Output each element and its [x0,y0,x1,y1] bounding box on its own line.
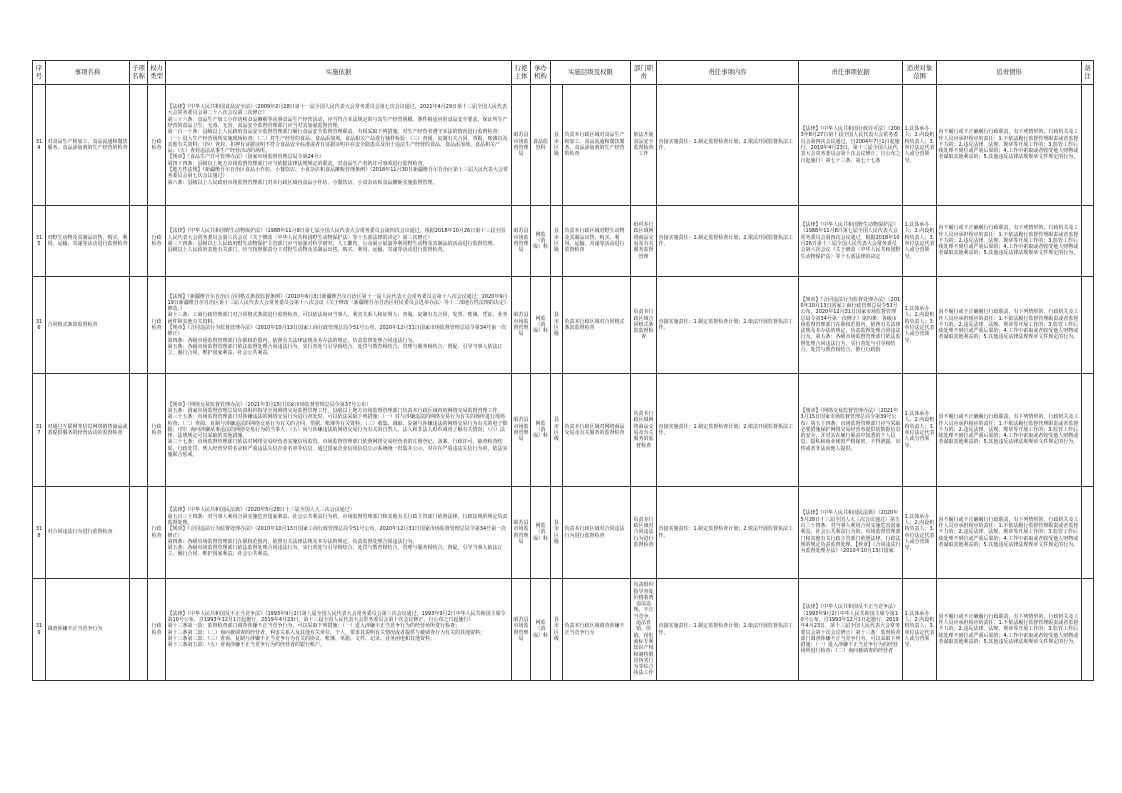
header-basis: 实施依据 [166,61,512,85]
cell-situation: 因不履行或不正确履行行政职责，有下列情形的，行政机关及工作人员应承担相应的责任：1.不依法履行监督管理职责或者监督不力的；2.违反法律、法规、规章等开展工作的；3.监管工作后续处理不到位或严重后果的；4.工作中索取或者收受他人财物或者谋取其他利益的；5.其他违反法律法规规章文件规定的行为。 [937,579,1082,681]
cell-target: 1.具体承办人；2.内设机构负责人；3.单位法定代表人或分管领导。 [903,487,937,579]
header-duty: 责任事项内容 [657,61,799,85]
cell-situation: 因不履行或不正确履行行政职责，有下列情形的，行政机关及工作人员应承担相应的责任：1.不依法履行监督管理职责或者监督不力的；2.违反法律、法规、规章等开展工作的；3.监管工作后续处理不到位或严重后果的；4.工作中索取或者收受他人财物或者谋取其他利益的；5.其他违反法律法规规章文件规定的行为。 [937,206,1082,277]
basis-paragraph: 第十三条第一款：监督检查部门调查涉嫌不正当竞争行为，可以采取下列措施：（一）进入涉嫌不正当竞争行为的经营场所进行检查； [167,623,461,630]
basis-paragraph: 【法规】《新疆维吾尔自治区合同格式条款监督条例》（2010年6月3日新疆维吾尔自治区第十一届人民代表大会常务委员会第十八次会议通过；2020年9月19日新疆维吾尔自治区第十三届人民代表大会常务委员会第十八次会议《关于修改〈新疆维吾尔自治区村民委员会选举办法〉等十二部地方性法规的决定》修改。） [167,293,509,313]
cell-situation: 因不履行或不正确履行行政职责，有下列情形的，行政机关及工作人员应承担相应的责任：1.不依法履行监督管理职责或者监督不力的；2.违反法律、法规、规章等开展工作的；3.监管工作后续处理不到位或严重后果的；4.工作中索取或者收受他人财物或者谋取其他利益的；5.其他违反法律法规规章文件规定的行为。 [937,374,1082,487]
basis-paragraph: 第五条：各级市场监督管理部门依法监督处理合同违法行为，实行查处与引导相结合、处罚与教育相结合、管理与服务相结合、督促、引导当事人依法订立、履行合同，维护国家利益、社会公共利益。 [167,545,503,558]
cell-remark [1082,579,1094,681]
cell-subject: 昭苏县市场监督管理局 [512,206,531,277]
cell-duty: 直接实施责任：1.制定监督检查计划；2.依法开展监督执法工作。 [657,277,799,374]
basis-paragraph: 第三十六条：食品生产加工小作坊和食品摊贩等从事食品生产经营活动，应当符合本法规定的与其生产经营规模、条件相适应的食品安全要求，保证所生产经营的食品卫生、无毒、无害，食品安全监督管理部门应当对其加强监督管理。 [167,116,508,129]
cell-seq: 316 [33,277,46,374]
table-row [33,85,1094,206]
header-dept: 部门职责 [631,61,657,85]
cell-org: 网监（消保）科 [531,487,551,579]
basis-paragraph: 第十三条第二款：（二）询问被调查的经营者、利害关系人及其他有关单位、个人，要求其说明有关情况或者提供与被调查行为有关的其他资料； [167,629,486,636]
cell-basis [166,374,512,487]
cell-subject: 昭苏县市场监督管理局 [512,579,531,681]
cell-name: 合同格式条款监督检查 [46,277,130,374]
cell-duty-basis: 【法律】《中华人民共和国反不正当竞争法》（1993年9月2日中华人民共和国主席令第10号公布，自1993年12月1日起施行，2019年4月23日，第十三届全国人民代表大会常务委员会第十次会议修正）第十三条：监督检查部门调查涉嫌不正当竞争行为，可以采取下列措施：（一）进入涉嫌不正当竞争行为的经营场所进行检查；（二）询问被调查的经营者 [799,579,903,681]
basis-paragraph: 第十三条第五款：（五）查询涉嫌不正当竞争行为的经营者的银行账户。 [167,642,326,649]
cell-level: 负责本行政区域对野生动物及其制品出售、购买、利用、运输、寄递等活动进行监督检查 [563,206,631,277]
cell-org: 网监（消保）科 [531,579,551,681]
cell-duty-basis: 【规章】《网络交易监督管理办法》（2021年3月15日国家市场监督管理总局令第39号公布）第五十四条：市场监督管理部门应当采取必要措施保护网络交易经营者提供的数据信息的安全，并对其在履行职责中知悉的个人信息、隐私和商业秘密严格保密，不得泄露、出售或者非法向他人提供。 [799,374,903,487]
cell-org: 网监（消保）科 [531,277,551,374]
cell-level: 负责本行政区域对合同违法行为进行监督检查 [563,487,631,579]
cell-dept: 负责本行政区域对合同违法行为进行监督检查 [631,487,657,579]
basis-paragraph: 第五条：国家市场监督管理总局负责组织指导全国网络交易监督管理工作。县级以上地方市场监督管理部门负责本行政区域内的网络交易监督管理工作。 [167,407,503,414]
cell-duty-basis: 【法律】《中华人民共和国民法典》（2020年5月28日十三届全国人大三次会议通过）第五百三十四条：对当事人利用合同实施危害国家利益、社会公共利益行为的，市场监督管理部门和其他有关行政主管部门依照法律、行政法规的规定负责监督处理。【规章】《合同违法行为监督处理办法》（2010年10月13日国家 [799,487,903,579]
cell-subject: 昭苏县市场监督管理局 [512,374,531,487]
cell-level: 负责本行政区域对合同格式条款监督检查 [563,277,631,374]
cell-situation: 因不履行或不正确履行行政职责，有下列情形的，行政机关及工作人员应承担相应的责任：1.不依法履行监督管理职责或者监督不力的；2.违反法律、法规、规章等开展工作的；3.监管工作后续处理不到位或严重后果的；4.工作中索取或者收受他人财物或者谋取其他利益的；5.其他违反法律法规规章文件规定的行为。 [937,85,1082,206]
cell-level-unit: 县市区级 [551,374,563,487]
basis-paragraph: 【规章】《食品生产许可管理办法》（国家市场监督管理总局令第24号） [167,154,324,161]
cell-type: 行政检查 [148,85,166,206]
cell-org: 网监（消保）科 [531,206,551,277]
table-row [33,277,1094,374]
table-header-row [33,61,1094,85]
table-row [33,374,1094,487]
cell-sub [130,206,148,277]
header-sub: 子项名称 [130,61,148,85]
cell-basis [166,206,512,277]
cell-situation: 因不履行或不正确履行行政职责，有下列情形的，行政机关及工作人员应承担相应的责任：1.不依法履行监督管理职责或者监督不力的；2.违反法律、法规、规章等开展工作的；3.监管工作后续处理不到位或严重后果的；4.工作中索取或者收受他人财物或者谋取其他利益的；5.其他违反法律法规规章文件规定的行为。 [937,277,1082,374]
table-row [33,579,1094,681]
basis-paragraph: 第一百一十条：县级以上人民政府食品安全监督管理部门履行食品安全监督管理职责，有权采取下列措施，对生产经营者遵守本法的情况进行监督检查：（一）进入生产经营场所实施现场检查；（二）对生产经营的食品、食品添加剂、食品相关产品进行抽样检验；（三）查阅、复制有关合同、票据、账簿以及其他有关资料；（四）查封、扣押有证据证明不符合食品安全标准或者有证据证明存在安全隐患以及用于违法生产经营的食品、食品添加剂、食品相关产品；（五）查封违法从事生产经营活动的场所。 [167,129,508,155]
cell-org: 食品监管科 [531,85,551,206]
cell-duty: 直接实施责任：1.制定监督检查计划；2.依法开展监督执法工作。 [657,85,799,206]
basis-paragraph: 【规章】《合同违法行为监督处理办法》（2010年10月13日国家工商行政管理总局令51号公布，2020年12月31日国家市场监督管理总局令第34号第一次修正） [167,325,507,338]
cell-target: 1.具体承办人；2.内设机构负责人；3.单位法定代表人或分管领导。 [903,85,937,206]
cell-basis [166,277,512,374]
cell-target: 1.具体承办人；2.内设机构负责人；3.单位法定代表人或分管领导。 [903,579,937,681]
power-list-table [32,60,1094,681]
cell-dept: 组织本行政区域网络商品交易及有关服务监督管理 [631,206,657,277]
cell-basis [166,85,512,206]
cell-type: 行政检查 [148,374,166,487]
cell-remark [1082,487,1094,579]
cell-type: 行政检查 [148,277,166,374]
table-row [33,206,1094,277]
cell-level-unit: 县市区级 [551,579,563,681]
basis-paragraph: 县级以上人民政府其他有关部门，应当按照职责分工对野生动物及其制品出售、购买、利用、运输、寄递等活动进行监督检查。 [167,247,448,254]
cell-sub [130,374,148,487]
cell-seq: 318 [33,487,46,579]
cell-sub [130,579,148,681]
cell-name: 对合同违法行为进行监督检查 [46,487,130,579]
table-body [33,85,1094,681]
cell-level-unit: 县市区级 [551,85,563,206]
cell-duty: 直接实施责任：1.制定监督检查计划；2.依法开展监督执法工作。 [657,374,799,487]
cell-name: 对通过互联网等信息网络销售商品或者提供服务的经营活动的监督检查 [46,374,130,487]
header-duty-basis: 责任事项依据 [799,61,903,85]
header-seq: 序号 [33,61,46,85]
cell-remark [1082,206,1094,277]
basis-paragraph: 【规章】《网络交易监督管理办法》（2021年3月15日国家市场监督管理总局令第37号公布） [167,401,372,408]
cell-level-unit: 县市区级 [551,487,563,579]
cell-seq: 315 [33,206,46,277]
table-row [33,487,1094,579]
basis-paragraph: 【法律】《中华人民共和国民法典》（2020年5月28日十三届全国人大三次会议通过） [167,507,355,514]
header-target: 追责对象范围 [903,61,937,85]
cell-duty-basis: 【规章】《合同违法行为监督处理办法》（2010年10月13日国家工商行政管理总局令51号公布，2020年12月31日国家市场监督管理总局令第34号第一次修正）第四条：各级市场监督管理部门在职权范围内，依照有关法律法规及本办法的规定，负责监督处理合同违法行为。第五条：各级市场监督管理部门依法监督处理合同违法行为，实行查处与引导相结合、处罚与教育相结合，推行行政指 [799,277,903,374]
cell-seq: 314 [33,85,46,206]
cell-seq: 319 [33,579,46,681]
header-name: 事项名称 [46,61,130,85]
cell-dept: 负责本行政区域网络商品交易及有关服务的监督检查 [631,374,657,487]
cell-basis [166,487,512,579]
cell-dept: 负责本行政区域合同格式条款监督检查 [631,277,657,374]
cell-org: 网监（消保）科 [531,374,551,487]
cell-duty: 直接实施责任：1.制定监督检查计划；2.依法开展监督执法工作。 [657,206,799,277]
basis-paragraph: 第五条：各级市场监督管理部门依法监督处理合同违法行为，实行查处与引导相结合、处罚与教育相结合、管理与服务相结合、督促、引导当事人依法订立、履行合同，维护国家利益、社会公共利益。 [167,343,503,357]
cell-duty: 直接实施责任：1.制定监督检查计划；2.依法开展监督执法工作。 [657,487,799,579]
header-subject: 行使主体 [512,61,531,85]
cell-dept: 负责组织指导查处价格收费违法违规、不正当竞争、违法直销、传销、侵犯商标专利知识产权和制售假冒伪劣行为等综合执法工作 [631,579,657,681]
header-org: 承办机构 [531,61,551,85]
cell-duty: 直接实施责任：1.制定监督检查计划；2.依法开展监督执法工作。 [657,579,799,681]
header-remark: 备注 [1082,61,1094,85]
cell-type: 行政检查 [148,206,166,277]
basis-paragraph: 【法律】《中华人民共和国反不正当竞争法》（1993年9月2日第八届全国人民代表大会常务委员会第三次会议通过，1993年9月2日中华人民共和国主席令第10号公布，自1993年12月1日起施行，2019年4月23日，第十三届全国人民代表大会常务委员会第十次会议修正，自公布之日起施行） [167,610,506,623]
cell-level-unit: 县市区级 [551,277,563,374]
cell-situation: 因不履行或不正确履行行政职责，有下列情形的，行政机关及工作人员应承担相应的责任：1.不依法履行监督管理职责或者监督不力的；2.违反法律、法规、规章等开展工作的；3.监管工作后续处理不到位或严重后果的；4.工作中索取或者收受他人财物或者谋取其他利益的；5.其他违反法律法规规章文件规定的行为。 [937,487,1082,579]
basis-paragraph: 第四条：各级市场监督管理部门在职权范围内，依照有关法律法规及本办法的规定，负责监督处理合同违法行为。 [167,538,418,545]
basis-paragraph: 第三十七条：市场监督管理部门依法对网络交易经营者实施信用监管。市场监督管理部门依照网络交易经营者的注册登记、备案、行政许可、抽查检查结果、行政处罚、列入经营异常名录和严重违法失信企业名单等信息，通过国家企业信用信息公示系统统一归集并公示。对存在严重违法失信行为的，依法实施联合惩戒。 [167,439,508,459]
cell-level: 负责本行政区域调查涉嫌不正当竞争行为 [563,579,631,681]
basis-paragraph: 第四条：各级市场监督管理部门在职权范围内，依照有关法律法规及本办法的规定，负责监督处理合同违法行为。 [167,337,418,344]
cell-subject: 昭苏县市场监督管理局 [512,85,531,206]
cell-duty-basis: 【法律】《中华人民共和国行政许可法》（2003年8月27日第十届全国人民代表大会常务委员会第四次会议通过，自2004年7月1日起施行，2019年4月23日，第十三届全国人民代表大会常务委员会第十次会议修正，自公布之日起施行）第七十三条、第七十七条 [799,85,903,206]
basis-paragraph: 第十三条：工商行政管理部门对合同格式条款进行监督检查，可以依法询问当事人、利害关系人和证明人；查阅、复制有关合同、发票、账簿、凭证、业务函件和其他有关资料。 [167,312,508,325]
basis-paragraph: 第三十四条：县级以上人民政府野生动物保护主管部门应当加强对科学研究、人工繁育、公众展示展演等利用野生动物及其制品的活动进行监督管理。 [167,241,498,247]
cell-target: 1.具体承办人；2.内设机构负责人；3.单位法定代表人或分管领导。 [903,206,937,277]
basis-paragraph: 第六条：县级以上人民政府市场监督管理部门对本行政区域内食品小作坊、小餐饮店、小食杂店和食品摊贩实施监督管理。 [167,179,438,186]
cell-seq: 317 [33,374,46,487]
cell-type: 行政检查 [148,579,166,681]
cell-sub [130,487,148,579]
basis-paragraph: 第四十四条：县级以上地方市场监督管理部门应当依据法律法规规定的职责，对食品生产者的许可事项进行监督检查。 [167,160,428,167]
cell-remark [1082,85,1094,206]
cell-duty-basis: 【法律】《中华人民共和国野生动物保护法》（1988年11月8日第七届全国人民代表大会常务委员会第四次会议通过，根据2018年10月26日第十三届全国人民代表大会常务委员会第六次会议《关于修改〈中华人民共和国野生动物保护法〉等十五部法律的决定 [799,206,903,277]
basis-paragraph: 第三十五条：市场监督管理部门对涉嫌违法的网络交易行为进行查处时，可以依法采取下列措施：（一）对与涉嫌违法的网络交易行为有关的场所进行现场检查；（二）查阅、复制与涉嫌违法的网络交易行为有关的合同、票据、账簿等有关资料；（三）收集、调取、复制与涉嫌违法的网络交易行为有关的电子数据；（四）询问涉嫌从事违法的网络交易行为的当事人；（五）向与涉嫌违法的网络交易行为有关的自然人、法人和非法人组织调查了解有关情况；（六）法律、法规规定可以采取的其他措施。 [167,414,508,440]
cell-target: 1.具体承办人；2.内设机构负责人；3.单位法定代表人或分管领导。 [903,374,937,487]
basis-paragraph: 【法律】《中华人民共和国食品安全法》（2009年2月28日第十一届全国人民代表大会常务委员会第七次会议通过，2021年4月29日第十三届全国人民代表大会常务委员会第二十八次会议第二次修正） [167,104,508,117]
cell-remark [1082,374,1094,487]
cell-name: 对野生动物及其制品出售、购买、利用、运输、寄递等活动进行监督检查 [46,206,130,277]
basis-paragraph: 第五百三十四条：对当事人利用合同实施危害国家利益、社会公共利益行为的，市场监督管理部门和其他有关行政主管部门依照法律、行政法规的规定负责监督处理。 [167,513,508,526]
cell-level: 负责本行政区域对网络商品交易及有关服务的监督检查 [563,374,631,487]
cell-type: 行政检查 [148,487,166,579]
cell-name: 调查涉嫌不正当竞争行为 [46,579,130,681]
cell-subject: 昭苏县市场监督管理局 [512,487,531,579]
cell-level: 负责本行政区域对食品生产和加工、食品流通和餐饮服务、食品添加剂的生产经营的检查 [563,85,631,206]
cell-target: 1.具体承办人；2.内设机构负责人；3.单位法定代表人或分管领导。 [903,277,937,374]
cell-subject: 昭苏县市场监督管理局 [512,277,531,374]
basis-paragraph: 【地方性法规】《新疆维吾尔自治区食品小作坊、小餐饮店、小食杂店和食品摊贩管理条例》（2018年11月30日新疆维吾尔自治区第十三届人民代表大会常务委员会第七次会议通过） [167,167,508,180]
basis-paragraph: 【规章】《合同违法行为监督处理办法》（2010年10月13日国家工商行政管理总局令51号公布，2020年12月31日国家市场监督管理总局令第34号第一次修正） [167,526,507,539]
basis-paragraph: 【法律】《中华人民共和国野生动物保护法》（1988年11月8日第七届全国人民代表大会常务委员会第四次会议通过，根据2018年10月26日第十三届全国人民代表大会常务委员会第六次会议《关于修改〈中华人民共和国野生动物保护法〉等十五部法律的决定》第三次修正） [167,228,506,241]
header-situation: 追责情形 [937,61,1082,85]
cell-sub [130,85,148,206]
cell-dept: 依法开展食品安全监督检查工作 [631,85,657,206]
cell-name: 对食品生产和加工、食品流通和餐饮服务、食品添加剂的生产经营的检查 [46,85,130,206]
basis-paragraph: 第十三条第三款：（三）查询、复制与涉嫌不正当竞争行为有关的协议、账簿、单据、文件、记录、业务函电和其他资料； [167,635,436,642]
cell-sub [130,277,148,374]
cell-remark [1082,277,1094,374]
cell-level-unit: 县市区级 [551,206,563,277]
header-level: 实施层级及权限 [551,61,631,85]
header-type: 权力类型 [148,61,166,85]
cell-basis [166,579,512,681]
